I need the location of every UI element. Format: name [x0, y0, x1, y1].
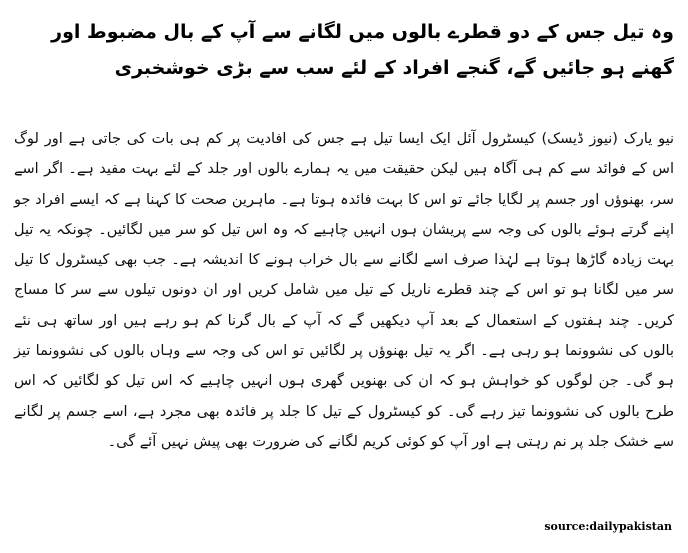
article-body: نیو یارک (نیوز ڈیسک) کیسٹرول آئل ایک ایسا تیل ہے جس کی افادیت پر کم ہی بات کی جاتی ہے اور لوگ اس کے فوائد سے کم ہی آگاہ ہیں لیکن حقیقت میں یہ ہمارے بالوں اور جلد کے لئے بہت مفید ہے۔ اگر اسے سر، بھنوؤں اور جسم پر لگایا جائے تو اس کا بہت فائدہ ہوتا ہے۔ ماہرین صحت کا کہنا ہے کہ ایسے افراد جو اپنے گرتے ہوئے بالوں کی وجہ سے پریشان ہوں انہیں چاہیے کہ وہ اس تیل کو سر میں لگائیں۔ چونکہ یہ تیل بہت زیادہ گاڑھا ہوتا ہے لہٰذا صرف اسے لگانے سے بال خراب ہونے کا اندیشہ ہے۔ جب بھی کیسٹرول کا تیل سر میں لگانا ہو تو اس کے چند قطرے ناریل کے تیل میں شامل کریں اور ان دونوں تیلوں سے سر کا مساج کریں۔ چند ہفتوں کے استعمال کے بعد آپ دیکھیں گے کہ آپ کے بال گرنا کم ہو رہے ہیں اور ساتھ ہی نئے بالوں کی نشوونما ہو رہی ہے۔ اگر یہ تیل بھنوؤں پر لگائیں تو اس کی وجہ سے وہاں بالوں کی نشوونما تیز ہو گی۔ جن لوگوں کو خواہش ہو کہ ان کی بھنویں گھری ہوں انہیں چاہیے کہ اس تیل کو لگائیں کہ اس طرح بالوں کی نشوونما تیز رہے گی۔ کو کیسٹرول کے تیل کا جلد پر فائدہ بھی مجرد ہے، اسے جسم پر لگانے سے خشک جلد پر نم رہتی ہے اور آپ کو کوئی کریم لگانے کی ضرورت بھی پیش نہیں آئے گی۔: [14, 131, 674, 450]
source-credit: source:dailypakistan: [544, 520, 672, 533]
article-headline: وہ تیل جس کے دو قطرے بالوں میں لگانے سے آپ کے بال مضبوط اور گھنے ہو جائیں گے، گنجے افراد کے لئے سب سے بڑی خوشخبری: [51, 21, 674, 79]
